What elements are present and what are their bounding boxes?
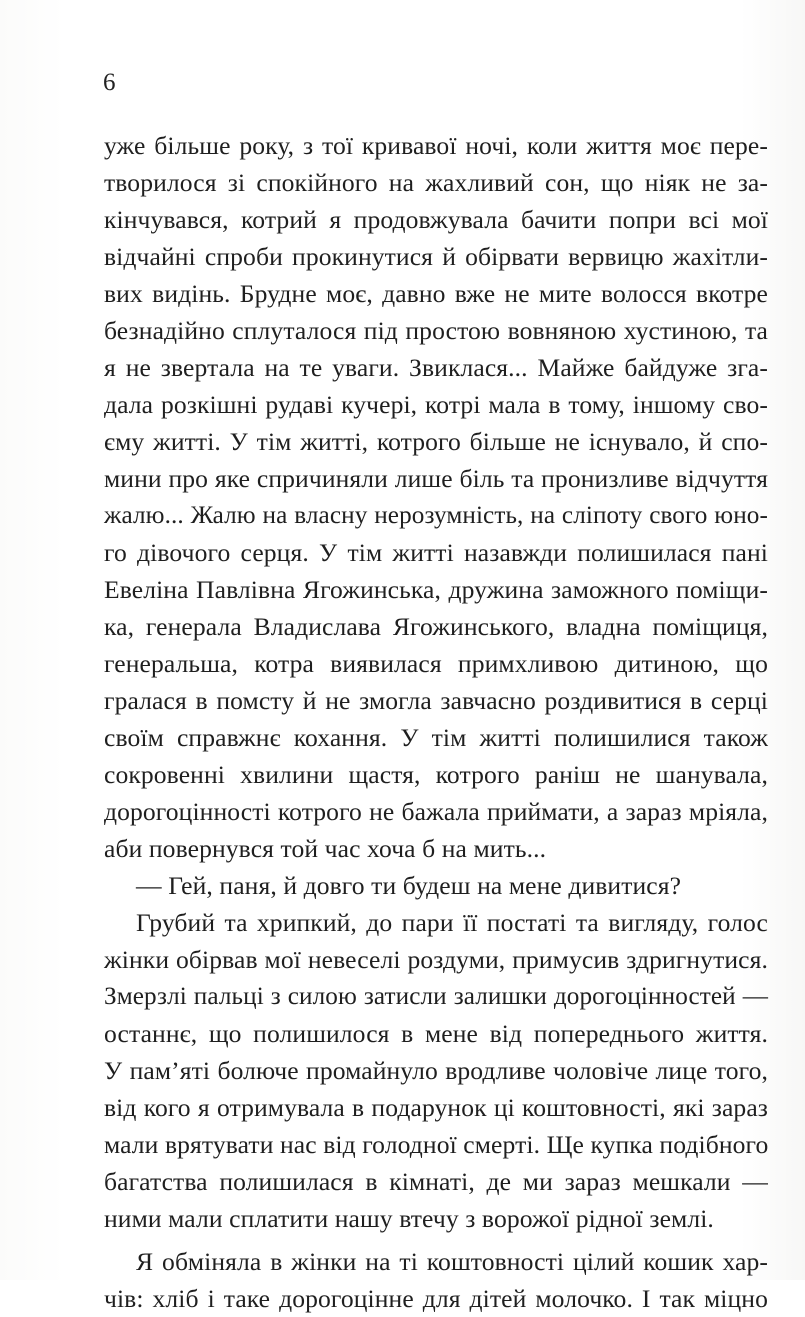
text-line: кінчувався, котрий я продовжувала бачити попри всі мої <box>104 205 768 234</box>
text-line: мали врятувати нас від голодної смерті. Ще купка подібного <box>104 1130 769 1159</box>
text-line: жінки обірвав мої невеселі роздуми, примусив здригнутися. <box>104 945 768 974</box>
text-line: своїм справжнє кохання. У тім житті полишилися також <box>104 723 768 752</box>
text-line: сокровенні хвилини щастя, котрого раніш не шанувала, <box>104 760 768 789</box>
text-line: Змерзлі пальці з силою затисли залишки дорогоцінностей — <box>104 983 768 1010</box>
text-line: го дівочого серця. У тім житті назавжди полишилася пані <box>104 538 768 567</box>
body-text <box>104 127 768 1317</box>
text-line: жалю... Жалю на власну нерозумність, на сліпоту свого юно- <box>104 502 768 529</box>
text-line: від кого я отримувала в подарунок ці коштовності, які зараз <box>104 1093 768 1122</box>
text-line: аби повернувся той час хоча б на мить... <box>104 834 547 863</box>
text-line: ними мали сплатити нашу втечу з ворожої рідної землі. <box>104 1204 714 1233</box>
text-line: уже більше року, з тої кривавої ночі, коли життя моє пере- <box>104 131 768 160</box>
page-number: 6 <box>103 69 116 96</box>
text-line: вих видінь. Брудне моє, давно вже не мите волосся вкотре <box>104 279 768 308</box>
text-line: відчайні спроби прокинутися й обірвати вервицю жахітли- <box>104 242 768 271</box>
text-line: Грубий та хрипкий, до пари її постаті та вигляду, голос <box>136 908 768 937</box>
text-line: У пам’яті болюче промайнуло вродливе чоловіче лице того, <box>104 1056 768 1085</box>
text-line: багатства полишилася в кімнаті, де ми зараз мешкали — <box>104 1167 768 1196</box>
text-line: гралася в помсту й не змогла завчасно роздивитися в серці <box>104 686 768 715</box>
text-line: дала розкішні рудаві кучері, котрі мала в тому, іншому сво- <box>104 390 768 419</box>
text-line: Я обміняла в жінки на ті коштовності цілий кошик хар- <box>136 1247 768 1276</box>
text-line: мини про яке спричиняли лише біль та пронизливе відчуття <box>104 464 768 493</box>
text-line: — Гей, паня, й довго ти будеш на мене дивитися? <box>136 871 682 900</box>
text-line: останнє, що полишилося в мене від попереднього життя. <box>104 1019 768 1048</box>
text-line: безнадійно сплуталося під простою вовняною хустиною, та <box>104 316 768 345</box>
text-line: генеральша, котра виявилася примхливою дитиною, що <box>104 649 768 678</box>
text-line: творилося зі спокійного на жахливий сон, що ніяк не за- <box>104 168 768 197</box>
text-line: ка, генерала Владислава Ягожинського, владна поміщиця, <box>104 612 768 641</box>
text-line: я не звертала на те уваги. Звиклася... Майже байдуже зга- <box>104 353 768 382</box>
text-line: єму житті. У тім житті, котрого більше не існувало, й спо- <box>104 427 768 456</box>
text-line: Евеліна Павлівна Ягожинська, дружина заможного поміщи- <box>104 575 768 604</box>
text-line: дорогоцінності котрого не бажала приймати, а зараз мріяла, <box>104 797 768 826</box>
text-line: чів: хліб і таке дорогоцінне для дітей молочко. І так міцно <box>104 1284 768 1313</box>
